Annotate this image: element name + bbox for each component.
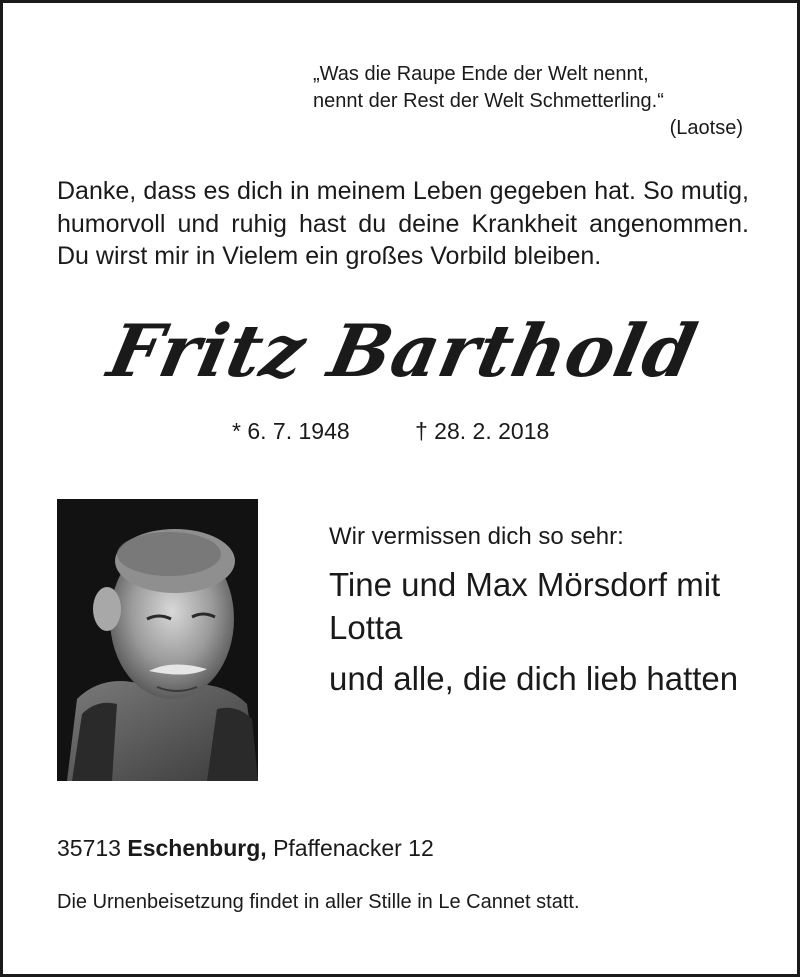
death-date: † 28. 2. 2018 [415,418,550,444]
portrait-image [57,499,258,781]
address-line [57,835,434,862]
burial-notice: Die Urnenbeisetzung findet in aller Stille in Le Cannet statt. [57,891,580,913]
mourners-family: Tine und Max Mörsdorf mit Lotta [329,566,721,646]
birth-date: * 6. 7. 1948 [232,418,350,444]
quote-block [313,61,743,142]
tribute-text: Danke, dass es dich in meinem Leben gegeben hat. So mutig, humorvoll und ruhig hast du deine Krankheit angenommen. Du wirst mir in Vielem ein großes Vorbild bleiben. [57,177,749,270]
portrait-photo [57,499,258,781]
mourners-block [329,521,749,708]
quote-author: (Laotse) [669,117,743,139]
quote-line-2: nennt der Rest der Welt Schmetterling.“ [313,90,664,112]
deceased-name: Fritz Barthold [101,308,705,393]
quote-line-1: „Was die Raupe Ende der Welt nennt, [313,63,649,85]
address-postcode: 35713 [57,835,121,861]
address-street: Pfaffenacker 12 [273,835,434,861]
mourners-others: und alle, die dich lieb hatten [329,660,739,697]
mourners-intro: Wir vermissen dich so sehr: [329,523,624,550]
address-city: Eschenburg, [127,835,267,861]
